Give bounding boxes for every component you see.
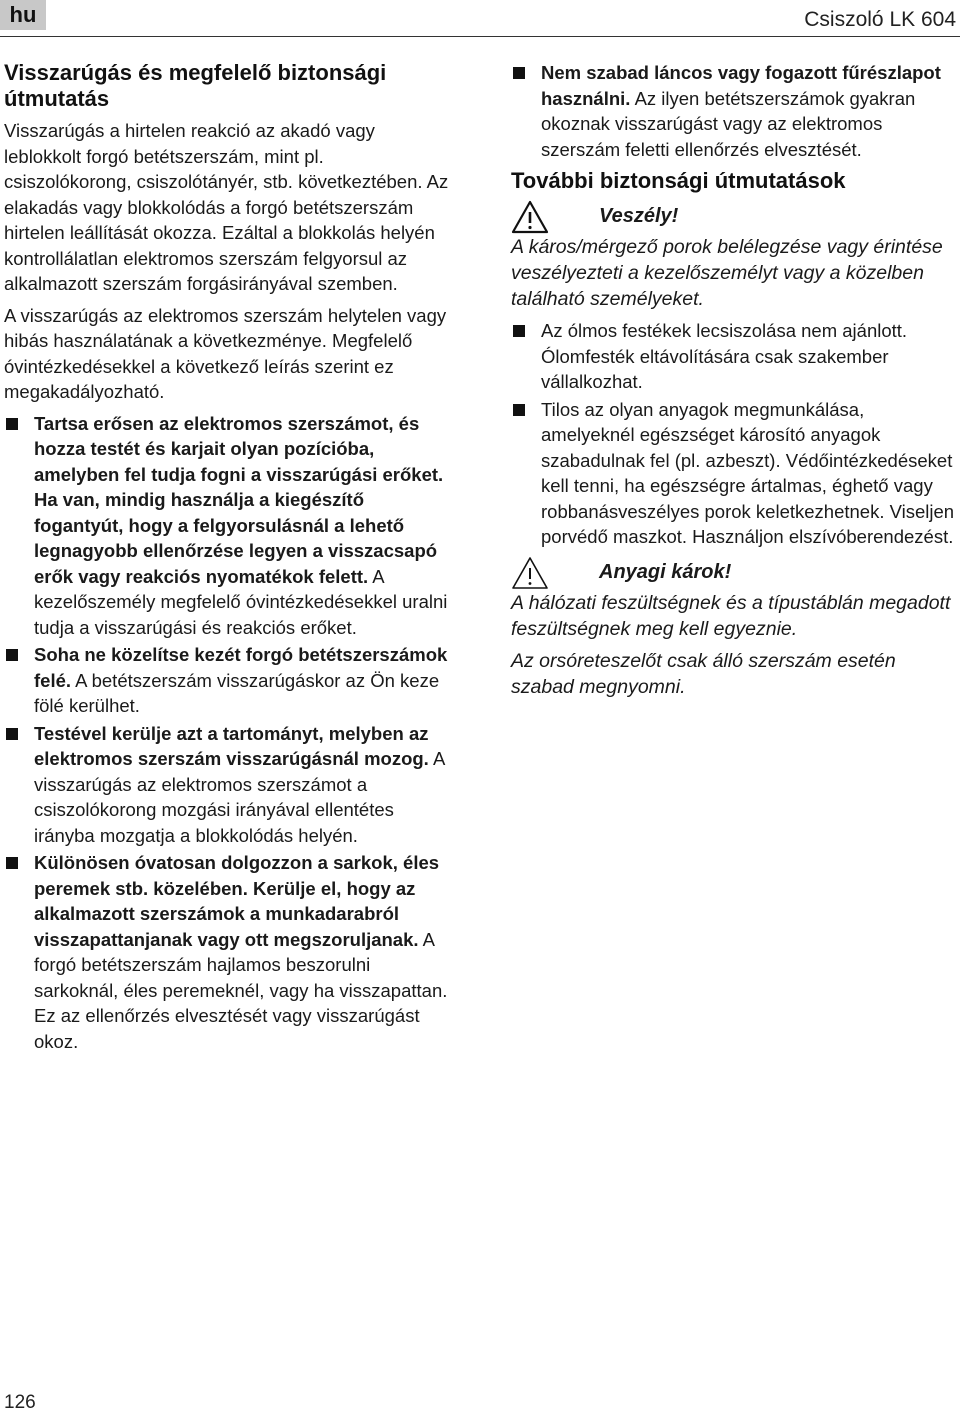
danger-warning bbox=[511, 200, 956, 234]
list-item-lead: Tartsa erősen az elektromos szerszámot, és hozza testét és karjait olyan pozícióba, amelyben fel tudja fogni a visszarúgási erőket. Ha van, mindig használja a kiegészítő fogantyút, hogy a felgyorsulásnál a lehető legnagyobb ellenőrzése legyen a visszacsapó erők vagy reakciós nyomatékok felett. bbox=[34, 412, 444, 587]
list-item bbox=[511, 318, 956, 395]
right-column bbox=[511, 60, 956, 706]
list-item-text: Az ilyen betétszerszámok gyakran okoznak visszarúgást vagy az elektromos szerszám feletti ellenőrzés elvesztését. bbox=[541, 87, 916, 160]
list-item-lead: Soha ne közelítse kezét forgó betétszerszámok felé. bbox=[34, 644, 448, 691]
document-title: Csiszoló LK 604 bbox=[804, 8, 956, 31]
bullet-square-icon bbox=[6, 857, 18, 869]
section-heading-kickback: Visszarúgás és megfelelő biztonsági útmutatás bbox=[4, 60, 387, 111]
list-item bbox=[4, 721, 454, 849]
bullet-square-icon bbox=[513, 67, 525, 79]
list-item-text: A forgó betétszerszám hajlamos beszorulni sarkoknál, éles peremeknél, vagy ha visszapattan. Ez az ellenőrzés elvesztését vagy visszarúgást okoz. bbox=[34, 928, 448, 1052]
list-item bbox=[4, 642, 454, 719]
list-item-lead: Testével kerülje azt a tartományt, melyben az elektromos szerszám visszarúgásnál mozog. bbox=[34, 722, 429, 769]
damage-text: A hálózati feszültségnek és a típustáblán megadott feszültségnek meg kell egyeznie. bbox=[511, 591, 951, 640]
danger-text: A káros/mérgező porok belélegzése vagy érintése veszélyezteti a kezelőszemélyt vagy a közelben található személyeket. bbox=[511, 236, 943, 310]
header-rule bbox=[0, 36, 960, 37]
list-item-text: Tilos az olyan anyagok megmunkálása, amelyeknél egészséget károsító anyagok szabadulnak fel (pl. azbeszt). Védőintézkedéseket kell tenni, ha egészségre ártalmas, éghető vagy robbanásveszélyes porok keletkezhetnek. Viseljen porvédő maszkot. Használjon elszívóberendezést. bbox=[541, 398, 955, 547]
section-heading-further-safety: További biztonsági útmutatások bbox=[511, 168, 846, 193]
list-item bbox=[511, 397, 956, 550]
bullet-square-icon bbox=[6, 418, 18, 430]
bullet-square-icon bbox=[6, 649, 18, 661]
list-item-lead: Nem szabad láncos vagy fogazott fűrészlapot használni. bbox=[541, 62, 941, 109]
paragraph: Visszarúgás a hirtelen reakció az akadó vagy leblokkolt forgó betétszerszám, mint pl. csiszolókorong, csiszolótányér, stb. következtében. Az elakadás vagy blokkolódás a forgó betétszerszám hirtelen leállítását okozza. Ezáltal a blokkolás helyén kontrollálatlan elektromos szerszám felgyorsul az alkalmazott szerszám forgásirányával szemben. bbox=[4, 120, 449, 294]
damage-text: Az orsóreteszelőt csak álló szerszám esetén szabad megnyomni. bbox=[511, 649, 896, 698]
list-item-text: A betétszerszám visszarúgáskor az Ön keze fölé kerülhet. bbox=[34, 669, 440, 716]
warning-triangle-icon bbox=[511, 556, 549, 590]
list-item bbox=[511, 60, 956, 162]
list-item-text: A visszarúgás az elektromos szerszámot a csiszolókorong mozgási irányával ellentétes irányba mozgatja a blokkolódás helyén. bbox=[34, 748, 445, 846]
bullet-square-icon bbox=[513, 404, 525, 416]
property-damage-warning bbox=[511, 556, 956, 590]
list-item bbox=[4, 850, 454, 1054]
language-tag: hu bbox=[0, 0, 46, 30]
list-item-lead: Különösen óvatosan dolgozzon a sarkok, éles peremek stb. közelében. Kerülje el, hogy az alkalmazott szerszámok a munkadarabról visszapattanjanak vagy ott megszoruljanak. bbox=[34, 852, 440, 950]
bullet-square-icon bbox=[513, 325, 525, 337]
list-item bbox=[4, 411, 454, 641]
danger-label: Veszély! bbox=[599, 205, 679, 228]
warning-triangle-icon bbox=[511, 200, 549, 234]
bullet-square-icon bbox=[6, 728, 18, 740]
paragraph: A visszarúgás az elektromos szerszám helytelen vagy hibás használatának a következménye. Megfelelő óvintézkedésekkel a következő leírás szerint ez megakadályozható. bbox=[4, 304, 447, 402]
list-item-text: Az ólmos festékek lecsiszolása nem ajánlott. Ólomfesték eltávolítására csak szakember vállalkozhat. bbox=[541, 320, 908, 392]
left-column bbox=[4, 60, 454, 1056]
page-number: 126 bbox=[4, 1392, 36, 1413]
list-item-text: A kezelőszemély megfelelő óvintézkedésekkel uralni tudja a visszarúgási és reakciós erőket. bbox=[34, 565, 448, 638]
damage-label: Anyagi károk! bbox=[599, 560, 732, 583]
